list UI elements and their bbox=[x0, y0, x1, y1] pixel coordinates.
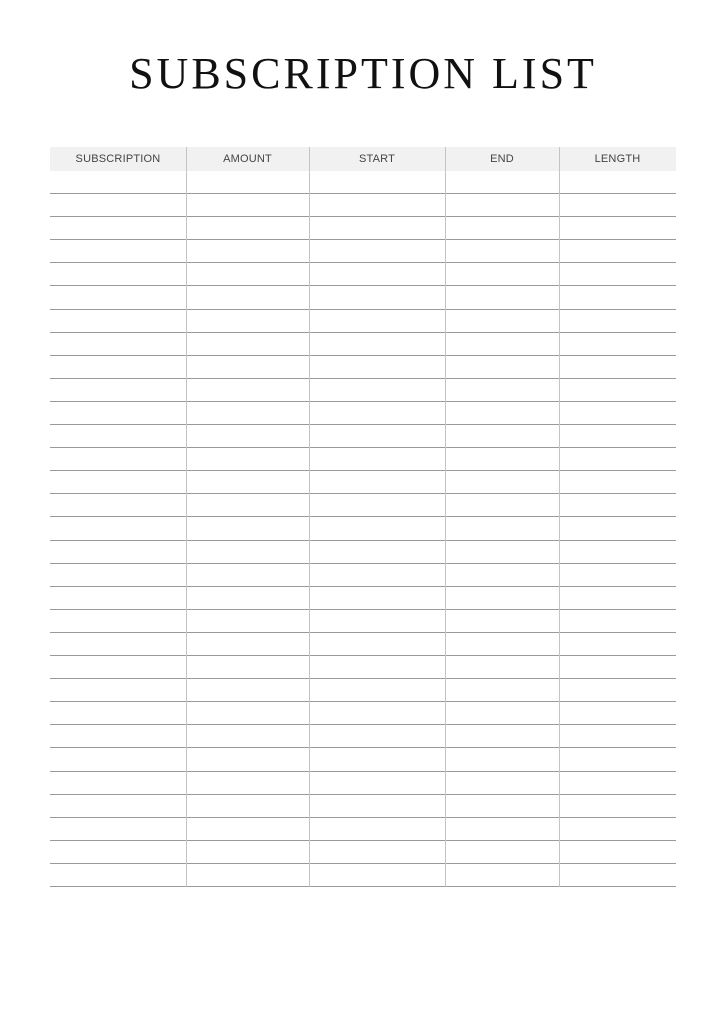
table-row bbox=[50, 540, 676, 541]
table-row bbox=[50, 771, 676, 772]
table-row bbox=[50, 424, 676, 425]
table-row bbox=[50, 863, 676, 864]
header-end: END bbox=[490, 153, 514, 165]
table-row bbox=[50, 886, 676, 887]
table-row bbox=[50, 655, 676, 656]
table-row bbox=[50, 678, 676, 679]
table-row bbox=[50, 378, 676, 379]
table-row bbox=[50, 586, 676, 587]
table-row bbox=[50, 262, 676, 263]
table-row bbox=[50, 193, 676, 194]
table-row bbox=[50, 447, 676, 448]
header-subscription: SUBSCRIPTION bbox=[75, 153, 161, 165]
table-row bbox=[50, 239, 676, 240]
column-divider bbox=[445, 147, 446, 887]
page-title: SUBSCRIPTION LIST bbox=[129, 49, 597, 98]
table-header bbox=[50, 147, 676, 171]
table-row bbox=[50, 470, 676, 471]
table-row bbox=[50, 355, 676, 356]
table-row bbox=[50, 285, 676, 286]
table-row bbox=[50, 724, 676, 725]
table-row bbox=[50, 516, 676, 517]
header-start: START bbox=[358, 153, 396, 165]
table-row bbox=[50, 401, 676, 402]
table-row bbox=[50, 701, 676, 702]
subscription-table bbox=[50, 147, 676, 171]
header-amount: AMOUNT bbox=[223, 153, 272, 165]
table-row bbox=[50, 747, 676, 748]
table-row bbox=[50, 493, 676, 494]
table-row bbox=[50, 609, 676, 610]
column-divider bbox=[559, 147, 560, 887]
column-divider bbox=[309, 147, 310, 887]
table-row bbox=[50, 216, 676, 217]
table-row bbox=[50, 794, 676, 795]
column-divider bbox=[186, 147, 187, 887]
header-length: LENGTH bbox=[594, 153, 641, 165]
table-row bbox=[50, 840, 676, 841]
table-row bbox=[50, 817, 676, 818]
table-row bbox=[50, 332, 676, 333]
table-row bbox=[50, 632, 676, 633]
table-row bbox=[50, 563, 676, 564]
table-row bbox=[50, 309, 676, 310]
